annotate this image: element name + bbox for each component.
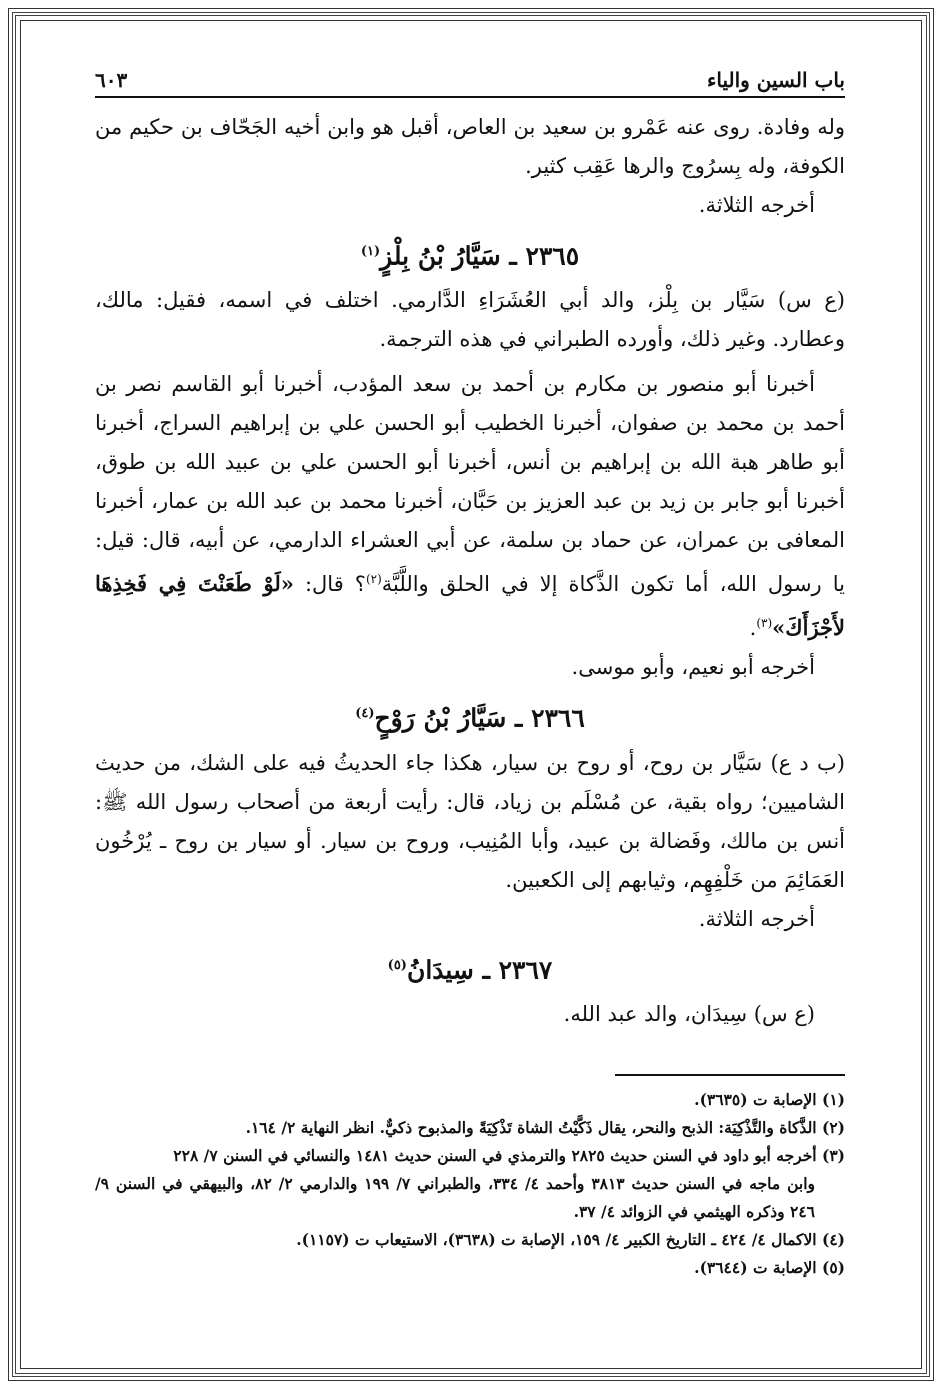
entry-title-2365: ٢٣٦٥ ـ سَيَّارُ بْنُ بِلْزٍ$^{(١)}$ — [360, 241, 580, 271]
paragraph-continuation: وله وفادة. روى عنه عَمْرو بن سعيد بن العاص، أقبل هو وابن أخيه الجَحّاف بن حكيم من الكوفة، وله بِسرُوج والرها عَقِب كثير. — [95, 115, 845, 178]
footnote-ref-5: (٥) — [387, 957, 407, 973]
paragraph-entry-2367: (ع س) سِيدَان، والد عبد الله. — [563, 1001, 815, 1026]
entry-title-2367: ٢٣٦٧ ـ سِيدَانُ$^{(٥)}$ — [387, 954, 553, 984]
footnote-3: (٣) أخرجه أبو داود في السنن حديث ٢٨٢٥ والترمذي في السنن حديث ١٤٨١ والنسائي في السنن ٧/ ٢٢٨ — [173, 1145, 845, 1165]
paragraph-akhrajahu-3: أخرجه الثلاثة. — [698, 906, 815, 931]
footnote-1: (١) الإصابة ت (٣٦٣٥). — [694, 1089, 845, 1109]
footnote-separator — [615, 1074, 845, 1076]
hadith-text: «لَوْ طَعَنْتَ فِي فَخِذِهَا لأَجْزَأَكَ» — [95, 571, 845, 641]
footnote-5: (٥) الإصابة ت (٣٦٤٤). — [694, 1257, 845, 1277]
footnote-ref-1: (١) — [360, 244, 381, 259]
paragraph-entry-2366: (ب د ع) سَيَّار بن روح، أو روح بن سيار، هكذا جاء الحديثُ فيه على الشك، من حديث الشاميين؛ رواه بقية، عن مُسْلَم بن زياد، قال: رأيت أربعة من أصحاب رسول الله ﷺ: أنس بن مالك، وفَضالة بن عبيد، وأبا المُنِيب، وروح بن سيار. أو سيار بن روح ـ يُرْخُون العَمَائِمَ من خَلْفِهِم، وثيابهم إلى الكعبين. — [95, 750, 845, 892]
paragraph-isnad: أخبرنا أبو منصور بن مكارم بن أحمد بن سعد المؤدب، أخبرنا أبو القاسم نصر بن أحمد بن محمد بن صفوان، أخبرنا الخطيب أبو الحسن علي بن إبراهيم السراج، أخبرنا أبو طاهر هبة الله بن إبراهيم بن أنس، أخبرنا أبو الحسن علي بن عبيد الله بن طوق، أخبرنا أبو جابر بن زيد بن عبد العزيز بن حَبَّان، أخبرنا محمد بن عبد الله بن عمار، أخبرنا المعافى بن عمران، عن حماد بن سلمة، عن أبي العشراء الدارمي، عن أبيه، قال: قيل: يا رسول الله، أما تكون الذَّكاة إلا في الحلق واللَّبَّة$^{(٢)}$؟ قال: «لَوْ طَعَنْتَ فِي فَخِذِهَا لأَجْزَأَكَ»$^{(٣)}$. — [95, 372, 845, 641]
book-page — [95, 62, 845, 1322]
paragraph-entry-2365: (ع س) سَيَّار بن بِلْز، والد أبي العُشَرَاءِ الدَّارمي. اختلف في اسمه، فقيل: مالك، وعطارد. وغير ذلك، وأورده الطبراني في هذه الترجمة. — [95, 288, 845, 352]
footnote-4: (٤) الاكمال ٤/ ٤٢٤ ـ التاريخ الكبير ٤/ ١٥٩، الإصابة ت (٣٦٣٨)، الاستيعاب ت (١١٥٧). — [296, 1229, 845, 1249]
footnotes — [95, 1086, 845, 1282]
footnote-ref-3: (٣) — [756, 616, 773, 631]
page-number: ٦٠٣ — [95, 68, 128, 92]
footnote-ref-4: (٤) — [355, 706, 375, 722]
entry-title-2366: ٢٣٦٦ ـ سَيَّارُ بْنُ رَوْحٍ$^{(٤)}$ — [355, 703, 585, 733]
paragraph-akhrajahu-2: أخرجه أبو نعيم، وأبو موسى. — [571, 655, 815, 680]
footnote-ref-2: (٢) — [365, 572, 382, 587]
footnote-3-continued: وابن ماجه في السنن حديث ٣٨١٣ وأحمد ٤/ ٣٣٤، والطبراني ٧/ ١٩٩ والدارمي ٢/ ٨٢، والبيهقي في السنن ٩/ ٢٤٦ وذكره الهيثمي في الزوائد ٤/ ٣٧. — [95, 1173, 816, 1221]
paragraph-akhrajahu-1: أخرجه الثلاثة. — [698, 193, 815, 217]
running-header — [95, 62, 845, 98]
footnote-2: (٢) الذَّكاة والتَّذْكِيَة: الذبح والنحر، يقال ذَكَّيْتُ الشاة تَذْكِيَةً والمذبوح ذكيٌّ. انظر النهاية ٢/ ١٦٤. — [245, 1117, 845, 1137]
chapter-title: باب السين والياء — [706, 68, 845, 92]
